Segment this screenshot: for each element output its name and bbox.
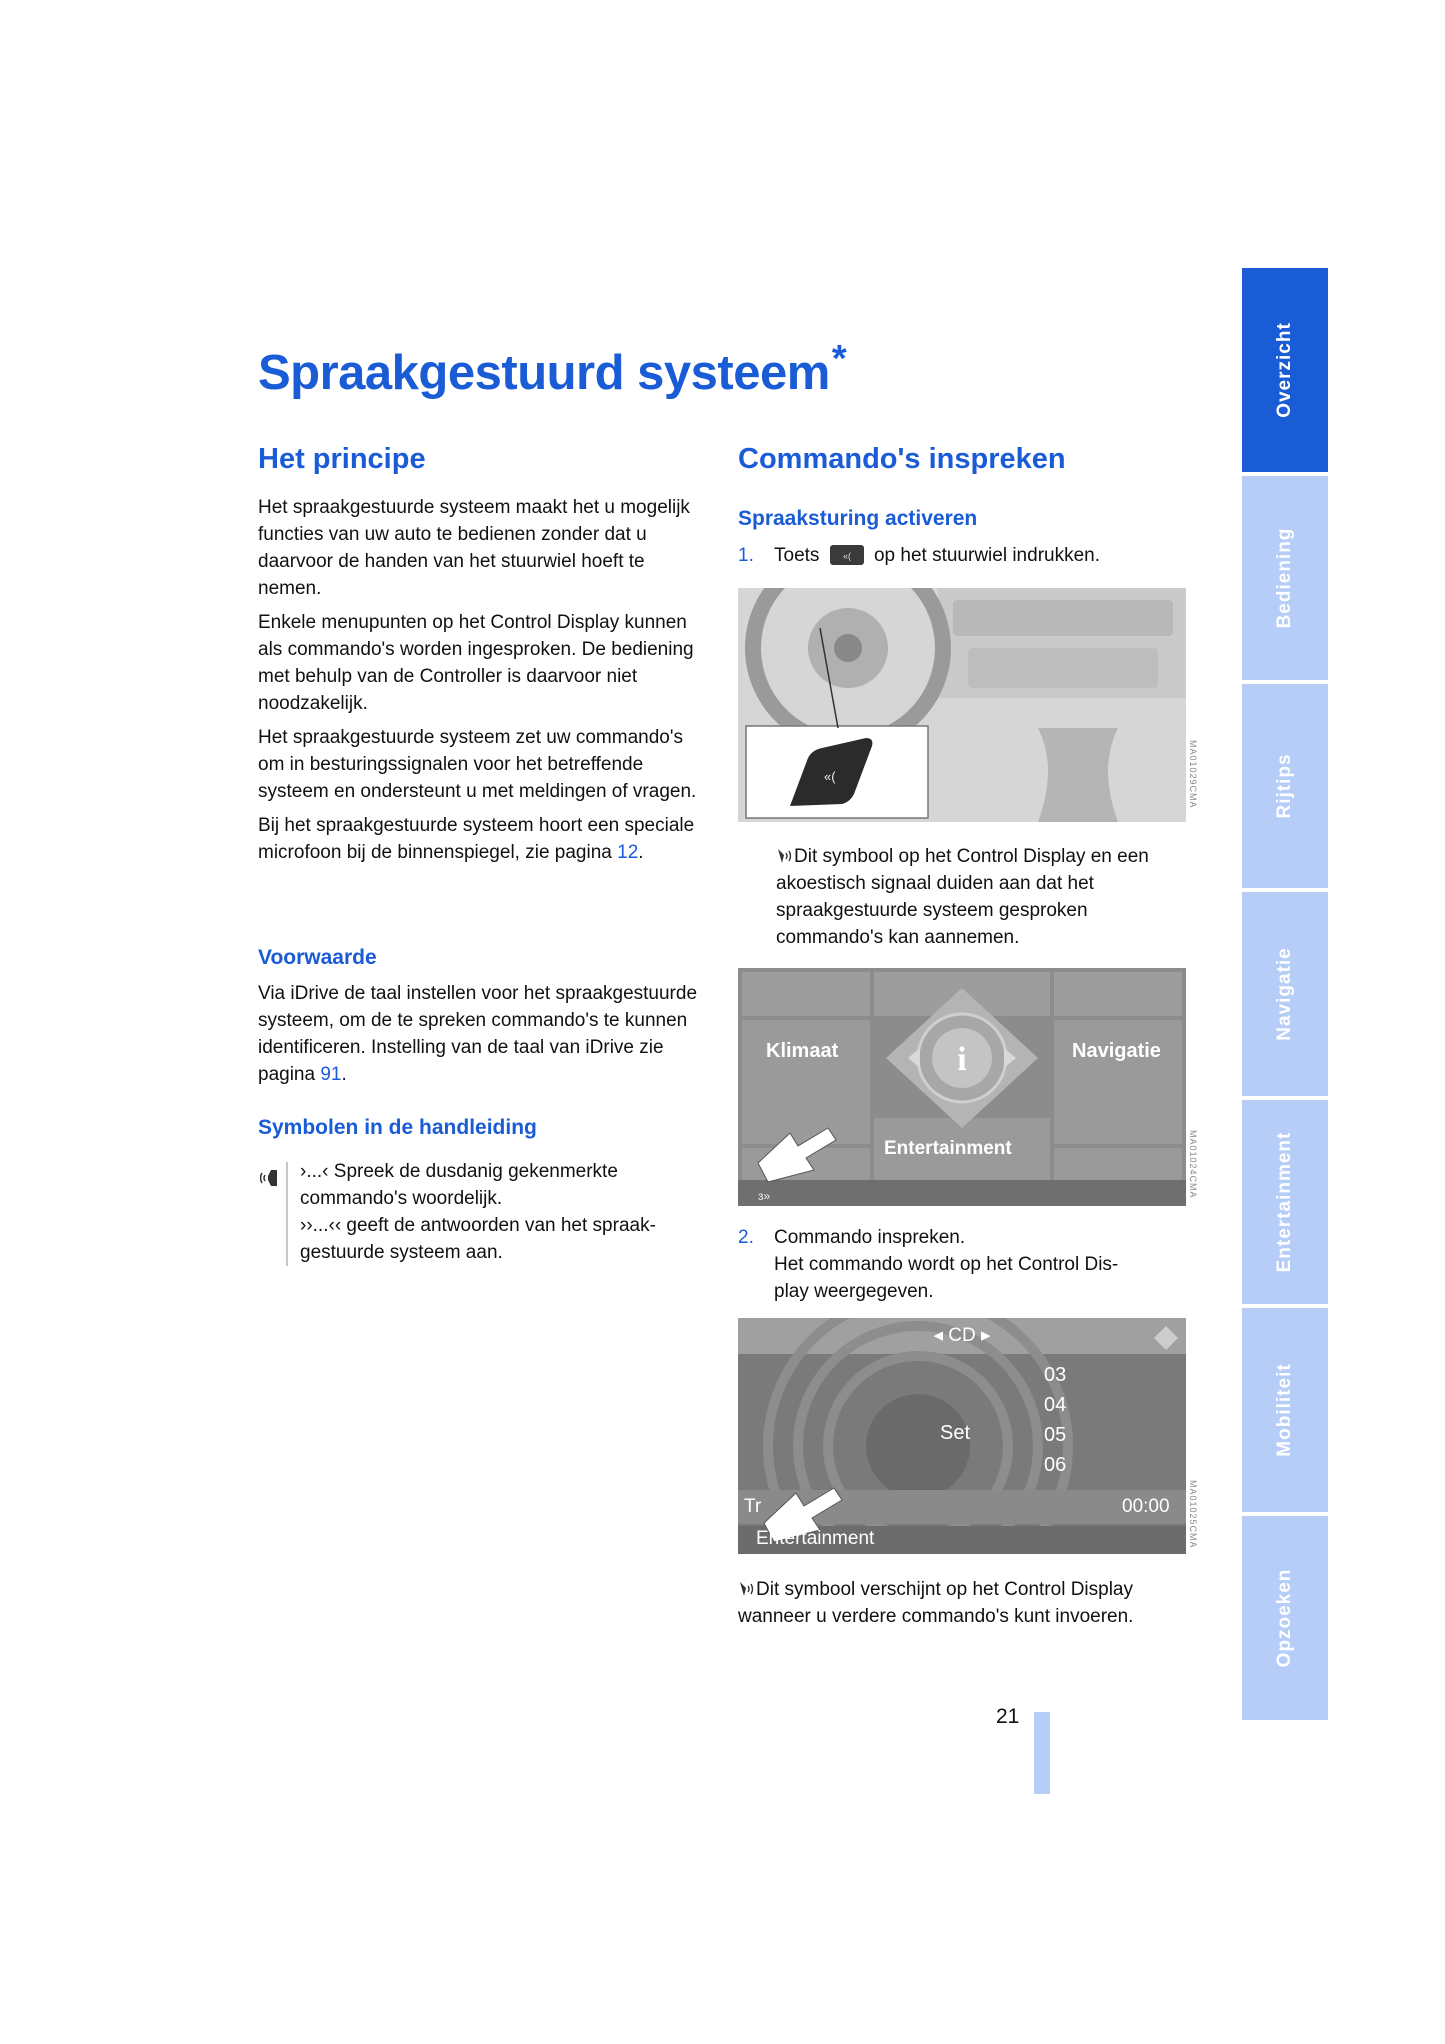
figure-code: MA01024CMA: [1188, 1130, 1198, 1199]
menu-item-navigatie: Navigatie: [1072, 1040, 1161, 1062]
idrive-menu-figure: [738, 968, 1186, 1206]
tab-mobiliteit[interactable]: [1242, 1308, 1328, 1512]
voice-active-icon: [738, 1580, 756, 1598]
voorwaarde-text: [258, 980, 708, 1095]
steering-wheel-drawing: [738, 588, 1186, 822]
step-number: 2.: [738, 1227, 754, 1248]
paragraph: Enkele menupunten op het Control Display kunnen als commando's worden ingesproken. De bediening met behulp van de Controller is daarvoor niet noodzakelijk.: [258, 612, 694, 714]
tab-opzoeken[interactable]: [1242, 1516, 1328, 1720]
paragraph-end: .: [638, 842, 644, 863]
cd-track-label: Tr: [744, 1496, 762, 1517]
talk-button-icon: [829, 544, 865, 566]
subheading-symbolen: Symbolen in de handleiding: [258, 1116, 537, 1139]
cd-display-figure: [738, 1318, 1186, 1554]
figure-code: MA01025CMA: [1188, 1480, 1198, 1549]
svg-text:i: i: [957, 1041, 967, 1078]
step-line: Commando inspreken.: [774, 1227, 966, 1248]
note-text: Dit symbool verschijnt op het Control Display wanneer u verdere commando's kunt invoeren.: [738, 1579, 1134, 1627]
figure-code: MA01029CMA: [1188, 740, 1198, 809]
page-title: [258, 338, 846, 401]
svg-text:ɜ»: ɜ»: [758, 1189, 771, 1203]
step-number: 1.: [738, 545, 754, 566]
tab-navigatie[interactable]: [1242, 892, 1328, 1096]
tab-label: Mobiliteit: [1274, 1363, 1295, 1457]
chapter-tabs: [1242, 268, 1328, 1724]
cd-set-label: Set: [940, 1422, 971, 1444]
step-text: [774, 1224, 1118, 1305]
tab-label: Entertainment: [1274, 1131, 1295, 1273]
step-2: [738, 1224, 1198, 1305]
note-text: Dit symbool op het Control Display en een akoestisch signaal duiden aan dat het spraakgestuurde systeem gesproken commando's kan aannemen.: [776, 846, 1149, 948]
cd-time: 00:00: [1122, 1496, 1170, 1517]
paragraph-text: Via iDrive de taal instellen voor het spraakgestuurde systeem, om de te spreken commando's te kunnen identificeren. Instelling van de taal van iDrive zie pagina: [258, 983, 698, 1085]
step-text-b: op het stuurwiel indrukken.: [873, 545, 1100, 566]
tab-bediening[interactable]: [1242, 476, 1328, 680]
note-voice-symbol: [776, 843, 1196, 951]
symbol-line: commando's woordelijk.: [300, 1188, 503, 1209]
tab-label: Rijtips: [1274, 753, 1295, 819]
tab-overzicht[interactable]: [1242, 268, 1328, 472]
cd-track: 03: [1044, 1364, 1067, 1386]
symbol-explanation: [258, 1158, 718, 1266]
step-text-a: Toets: [774, 545, 820, 566]
note-further-commands: [738, 1576, 1198, 1630]
page-link-12[interactable]: 12: [617, 842, 639, 863]
tab-label: Bediening: [1274, 527, 1295, 629]
idrive-menu-drawing: [738, 968, 1186, 1206]
symbol-line: ›...‹ Spreek de dusdanig gekenmerkte: [300, 1161, 618, 1182]
symbol-line: ››...‹‹ geeft de antwoorden van het spraak-: [300, 1215, 656, 1236]
cd-footer-label: Entertainment: [756, 1528, 875, 1549]
paragraph-text: Bij het spraakgestuurde systeem hoort een speciale microfoon bij de binnenspiegel, zie pagina: [258, 815, 695, 863]
voice-command-icon: [260, 1168, 282, 1188]
svg-text:«(: «(: [824, 769, 836, 784]
step-line: Het commando wordt op het Control Dis-: [774, 1254, 1119, 1275]
menu-item-klimaat: Klimaat: [766, 1040, 839, 1062]
page-title-text: Spraakgestuurd systeem: [258, 346, 830, 400]
step-text: [774, 542, 1100, 569]
cd-source-header: ◂ CD ▸: [933, 1325, 991, 1346]
cd-track: 04: [1044, 1394, 1067, 1416]
paragraph: Het spraakgestuurde systeem zet uw commando's om in besturingssignalen voor het betreffende systeem en ondersteunt u met meldingen of vragen.: [258, 727, 697, 802]
principle-text: [258, 494, 708, 873]
tab-label: Opzoeken: [1274, 1568, 1295, 1668]
tab-label: Overzicht: [1274, 322, 1295, 418]
subheading-activate: Spraaksturing activeren: [738, 507, 978, 530]
section-heading-principle: Het principe: [258, 443, 426, 475]
paragraph: [258, 980, 708, 1088]
tab-label: Navigatie: [1274, 947, 1295, 1041]
page-link-91[interactable]: 91: [320, 1064, 342, 1085]
voice-active-icon: [776, 847, 794, 865]
paragraph: Het spraakgestuurde systeem maakt het u mogelijk functies van uw auto te bedienen zonder dat u daarvoor de handen van het stuurwiel hoeft te nemen.: [258, 497, 690, 599]
page-number: 21: [996, 1705, 1020, 1728]
menu-item-entertainment: Entertainment: [884, 1138, 1012, 1159]
paragraph-end: .: [341, 1064, 347, 1085]
paragraph: [258, 812, 708, 866]
cd-track: 06: [1044, 1454, 1067, 1476]
svg-text:«(: «(: [842, 551, 851, 561]
step-line: play weergegeven.: [774, 1281, 934, 1302]
cd-track-list: [1044, 1360, 1066, 1480]
section-heading-commands: Commando's inspreken: [738, 443, 1066, 475]
symbol-line: gestuurde systeem aan.: [300, 1242, 503, 1263]
symbol-lines: [300, 1158, 656, 1266]
page-number-bar: [1034, 1712, 1050, 1794]
subheading-voorwaarde: Voorwaarde: [258, 946, 377, 969]
tab-rijtips[interactable]: [1242, 684, 1328, 888]
tab-entertainment[interactable]: [1242, 1100, 1328, 1304]
steering-wheel-figure: [738, 588, 1186, 822]
step-1: [738, 542, 1198, 569]
symbol-divider: [286, 1162, 288, 1266]
cd-track: 05: [1044, 1424, 1067, 1446]
optional-equipment-star: *: [831, 338, 847, 380]
